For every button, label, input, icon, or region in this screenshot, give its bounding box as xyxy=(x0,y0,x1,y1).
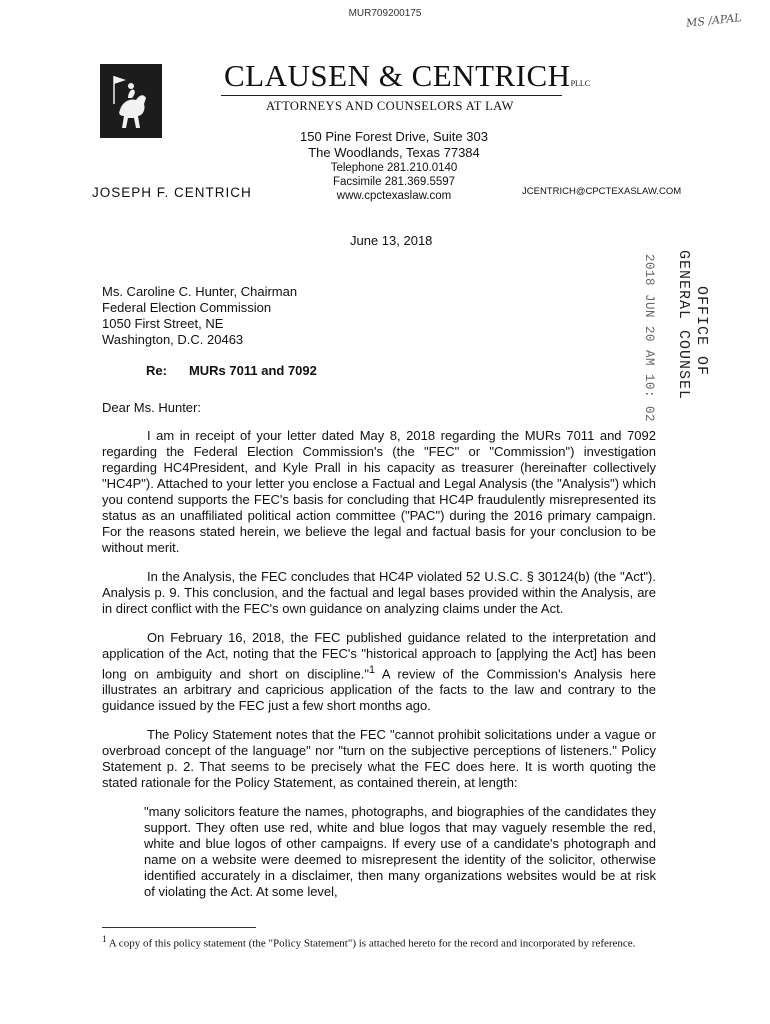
stamp-line-1: OFFICE OF xyxy=(693,286,710,377)
address-line-2: The Woodlands, Texas 77384 xyxy=(308,145,480,160)
letter-body xyxy=(102,428,656,900)
horse-rider-icon xyxy=(100,64,162,138)
telephone: Telephone 281.210.0140 xyxy=(330,162,458,174)
letter-date: June 13, 2018 xyxy=(350,233,433,248)
address-line-1: 150 Pine Forest Drive, Suite 303 xyxy=(300,129,488,144)
document-id: MUR709200175 xyxy=(348,8,422,19)
re-subject: MURs 7011 and 7092 xyxy=(188,363,317,378)
stamp-received-date: 2018 JUN 20 AM 10: 02 xyxy=(642,254,656,423)
footnote-ref: 1 xyxy=(368,664,375,676)
addressee-line-3: 1050 First Street, NE xyxy=(102,316,224,331)
footnote-rule xyxy=(102,927,256,928)
paragraph-3 xyxy=(102,630,656,714)
paragraph-3-text-b: A review of the Commission's Analysis here illustrates an arbitrary and capricious application of the facts to the law and contrary to the guidance issued by the FEC just a few short months ago. xyxy=(102,666,657,714)
salutation: Dear Ms. Hunter: xyxy=(102,400,201,415)
addressee-line-1: Ms. Caroline C. Hunter, Chairman xyxy=(102,284,298,299)
handwritten-note: MS /APAL xyxy=(685,11,743,30)
facsimile: Facsimile 281.369.5597 xyxy=(332,176,456,188)
footnote-number: 1 xyxy=(102,934,107,944)
re-line xyxy=(146,363,317,378)
attorney-email: JCENTRICH@CPCTEXASLAW.COM xyxy=(522,186,682,197)
attorney-name: JOSEPH F. CENTRICH xyxy=(92,185,252,200)
firm-address xyxy=(274,129,514,203)
firm-logo xyxy=(100,64,162,138)
received-stamp xyxy=(622,250,710,423)
re-label: Re: xyxy=(146,363,167,378)
firm-tagline: ATTORNEYS AND COUNSELORS AT LAW xyxy=(266,99,514,113)
firm-name-text: CLAUSEN & CENTRICH xyxy=(224,58,571,93)
paragraph-3-text-a: On February 16, 2018, the FEC published guidance related to the interpretation and application of the Act, noting that the FEC's "historical approach to [applying the Act] has been long on ambiguity and short on discipline." xyxy=(102,630,656,682)
addressee-block xyxy=(102,284,297,348)
paragraph-1: I am in receipt of your letter dated May 8, 2018 regarding the MURs 7011 and 7092 regarding the Federal Election Commission's (the "FEC" or "Commission") investigation regarding HC4President, and Kyle Prall in his capacity as treasurer (hereinafter collectively "HC4P"). Attached to your letter you enclose a Factual and Legal Analysis (the "Analysis") which you contend supports the FEC's basis for concluding that HC4P fraudulently misrepresented its status as an unaffiliated political action committee ("PAC") during the 2016 primary campaign. For the reasons stated herein, we believe the legal and factual basis for your conclusion to be without merit. xyxy=(102,428,656,555)
paragraph-2: In the Analysis, the FEC concludes that HC4P violated 52 U.S.C. § 30124(b) (the "Act"). Analysis p. 9. This conclusion, and the factual and legal bases provided within the Analysis, are in direct conflict with the FEC's own guidance on analyzing claims under the Act. xyxy=(102,569,656,616)
website: www.cpctexaslaw.com xyxy=(336,190,452,202)
firm-name xyxy=(224,58,590,94)
addressee-line-4: Washington, D.C. 20463 xyxy=(102,332,244,347)
paragraph-4: The Policy Statement notes that the FEC "cannot prohibit solicitations under a vague or overbroad concept of the language" nor "turn on the subjective perceptions of listeners." Policy Statement p. 2. That seems to be precisely what the FEC does here. It is worth quoting the stated rationale for the Policy Statement, as contained therein, at length: xyxy=(102,727,656,791)
firm-suffix: PLLC xyxy=(570,79,591,88)
footnote xyxy=(102,932,656,951)
footnote-text: A copy of this policy statement (the "Policy Statement") is attached hereto for the record and incorporated by reference. xyxy=(106,937,636,950)
stamp-line-2: GENERAL COUNSEL xyxy=(675,250,692,401)
letterhead-rule xyxy=(221,95,562,96)
stamp-graphic xyxy=(622,250,710,423)
block-quote: "many solicitors feature the names, photographs, and biographies of the candidates they support. They often use red, white and blue logos that may vaguely resemble the red, white and blue logos of other campaigns. If every use of a candidate's photograph and name on a website were deemed to misrepresent the identity of the solicitor, otherwise identified accurately in a disclaimer, then many organizations websites would be at risk of violating the Act. At some level, xyxy=(144,804,656,900)
addressee-line-2: Federal Election Commission xyxy=(102,300,272,315)
